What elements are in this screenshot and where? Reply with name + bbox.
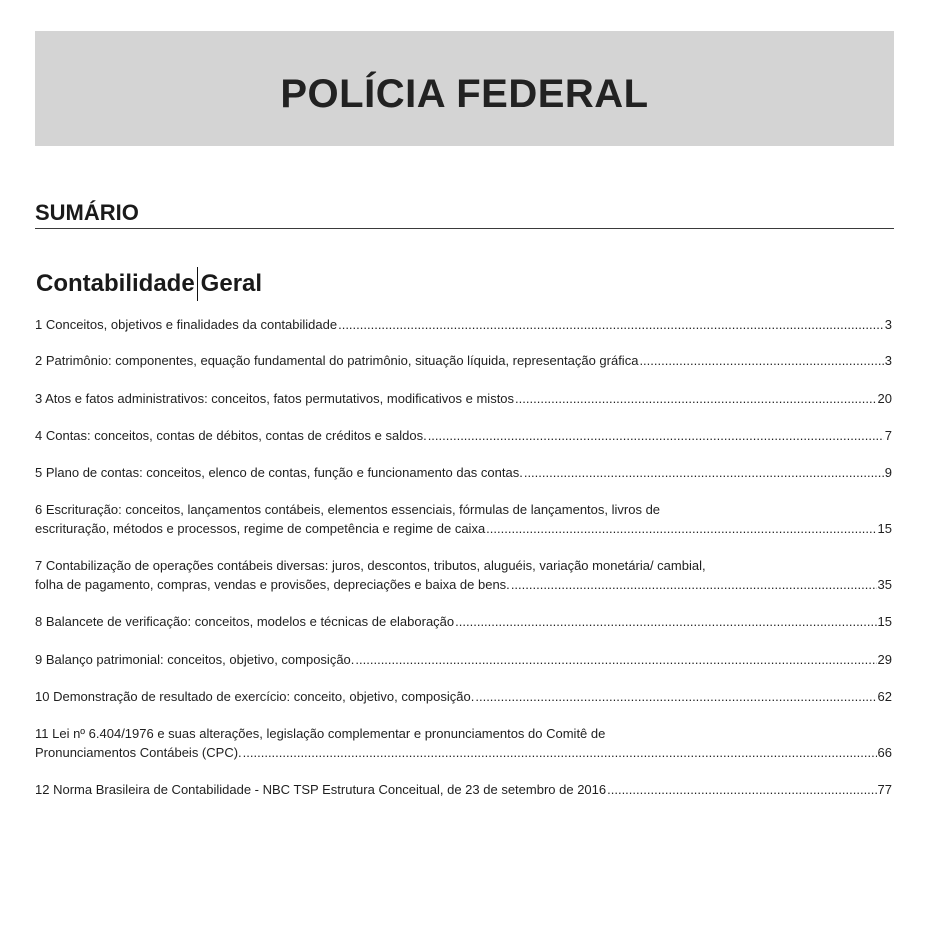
- toc-item[interactable]: [35, 500, 892, 538]
- section-title-part2: Geral: [200, 270, 263, 297]
- toc-entry-text: 4 Contas: conceitos, contas de débitos, contas de créditos e saldos.: [35, 428, 427, 443]
- toc-dot-leader: [338, 315, 884, 334]
- toc-entry-text: 5 Plano de contas: conceitos, elenco de contas, função e funcionamento das contas.: [35, 465, 523, 480]
- toc-entry-line: [35, 575, 892, 594]
- toc-page-number: 66: [877, 745, 892, 760]
- toc-entry-line: [35, 612, 892, 631]
- toc-entry-line: [35, 650, 892, 669]
- toc-dot-leader: [243, 743, 877, 762]
- toc-entry-first-line: 11 Lei nº 6.404/1976 e suas alterações, legislação complementar e pronunciamentos do Comitê de: [35, 726, 606, 741]
- toc-item[interactable]: [35, 724, 892, 762]
- summary-title: SUMÁRIO: [35, 200, 139, 225]
- toc-entry-line: [35, 780, 892, 799]
- toc-page-number: 15: [877, 521, 892, 536]
- toc-dot-leader: [524, 463, 884, 482]
- toc-page-number: 77: [877, 782, 892, 797]
- toc-page-number: 3: [884, 317, 892, 332]
- toc-entry-line: [35, 426, 892, 445]
- toc-dot-leader: [511, 575, 877, 594]
- section-title: [36, 267, 262, 301]
- toc-dot-leader: [428, 426, 884, 445]
- toc-entry-text: folha de pagamento, compras, vendas e provisões, depreciações e baixa de bens.: [35, 577, 510, 592]
- toc-entry-line: [35, 389, 892, 408]
- toc-item[interactable]: [35, 650, 892, 669]
- section-title-part1: Contabilidade: [36, 270, 195, 297]
- toc-entry-line: [35, 743, 892, 762]
- toc-page-number: 35: [877, 577, 892, 592]
- toc-page-number: 9: [884, 465, 892, 480]
- toc-dot-leader: [639, 351, 883, 370]
- toc-dot-leader: [355, 650, 876, 669]
- toc-item[interactable]: [35, 463, 892, 482]
- toc-dot-leader: [475, 687, 876, 706]
- toc-page-number: 29: [877, 652, 892, 667]
- toc-entry-text: 12 Norma Brasileira de Contabilidade - NBC TSP Estrutura Conceitual, de 23 de setembro de 2016: [35, 782, 607, 797]
- toc-dot-leader: [607, 780, 876, 799]
- toc-item[interactable]: [35, 351, 892, 370]
- page-title: POLÍCIA FEDERAL: [280, 71, 649, 116]
- toc-entry-line: [35, 519, 892, 538]
- toc-item[interactable]: [35, 612, 892, 631]
- toc-entry-text: 8 Balancete de verificação: conceitos, modelos e técnicas de elaboração: [35, 614, 455, 629]
- toc-entry-first-line: 6 Escrituração: conceitos, lançamentos contábeis, elementos essenciais, fórmulas de lançamentos, livros de: [35, 502, 661, 517]
- toc-item[interactable]: [35, 426, 892, 445]
- header-band: [35, 31, 894, 146]
- toc-dot-leader: [486, 519, 876, 538]
- toc-entry-line: [35, 687, 892, 706]
- toc-entry-line: [35, 351, 892, 370]
- toc-dot-leader: [455, 612, 876, 631]
- toc-entry-text: 3 Atos e fatos administrativos: conceitos, fatos permutativos, modificativos e mistos: [35, 391, 515, 406]
- summary-heading: [35, 198, 894, 229]
- toc-dot-leader: [515, 389, 876, 408]
- toc-item[interactable]: [35, 687, 892, 706]
- toc-item[interactable]: [35, 389, 892, 408]
- toc-entry-text: Pronunciamentos Contábeis (CPC).: [35, 745, 242, 760]
- toc-page-number: 7: [884, 428, 892, 443]
- toc-item[interactable]: [35, 780, 892, 799]
- toc-page-number: 15: [877, 614, 892, 629]
- toc-item[interactable]: [35, 556, 892, 594]
- toc-entry-text: escrituração, métodos e processos, regime de competência e regime de caixa: [35, 521, 486, 536]
- toc-entry-text: 2 Patrimônio: componentes, equação fundamental do patrimônio, situação líquida, representação gráfica: [35, 353, 639, 368]
- toc-page-number: 20: [877, 391, 892, 406]
- toc-item[interactable]: [35, 315, 892, 334]
- toc-entry-line: [35, 315, 892, 334]
- toc-entry-text: 9 Balanço patrimonial: conceitos, objetivo, composição.: [35, 652, 355, 667]
- toc-entry-line: [35, 463, 892, 482]
- toc-entry-text: 1 Conceitos, objetivos e finalidades da contabilidade: [35, 317, 338, 332]
- toc-page-number: 62: [877, 689, 892, 704]
- toc-entry-first-line: 7 Contabilização de operações contábeis diversas: juros, descontos, tributos, aluguéis, variação monetária/ cambial,: [35, 558, 706, 573]
- text-cursor: [197, 267, 198, 301]
- toc-entry-text: 10 Demonstração de resultado de exercício: conceito, objetivo, composição.: [35, 689, 475, 704]
- toc-page-number: 3: [884, 353, 892, 368]
